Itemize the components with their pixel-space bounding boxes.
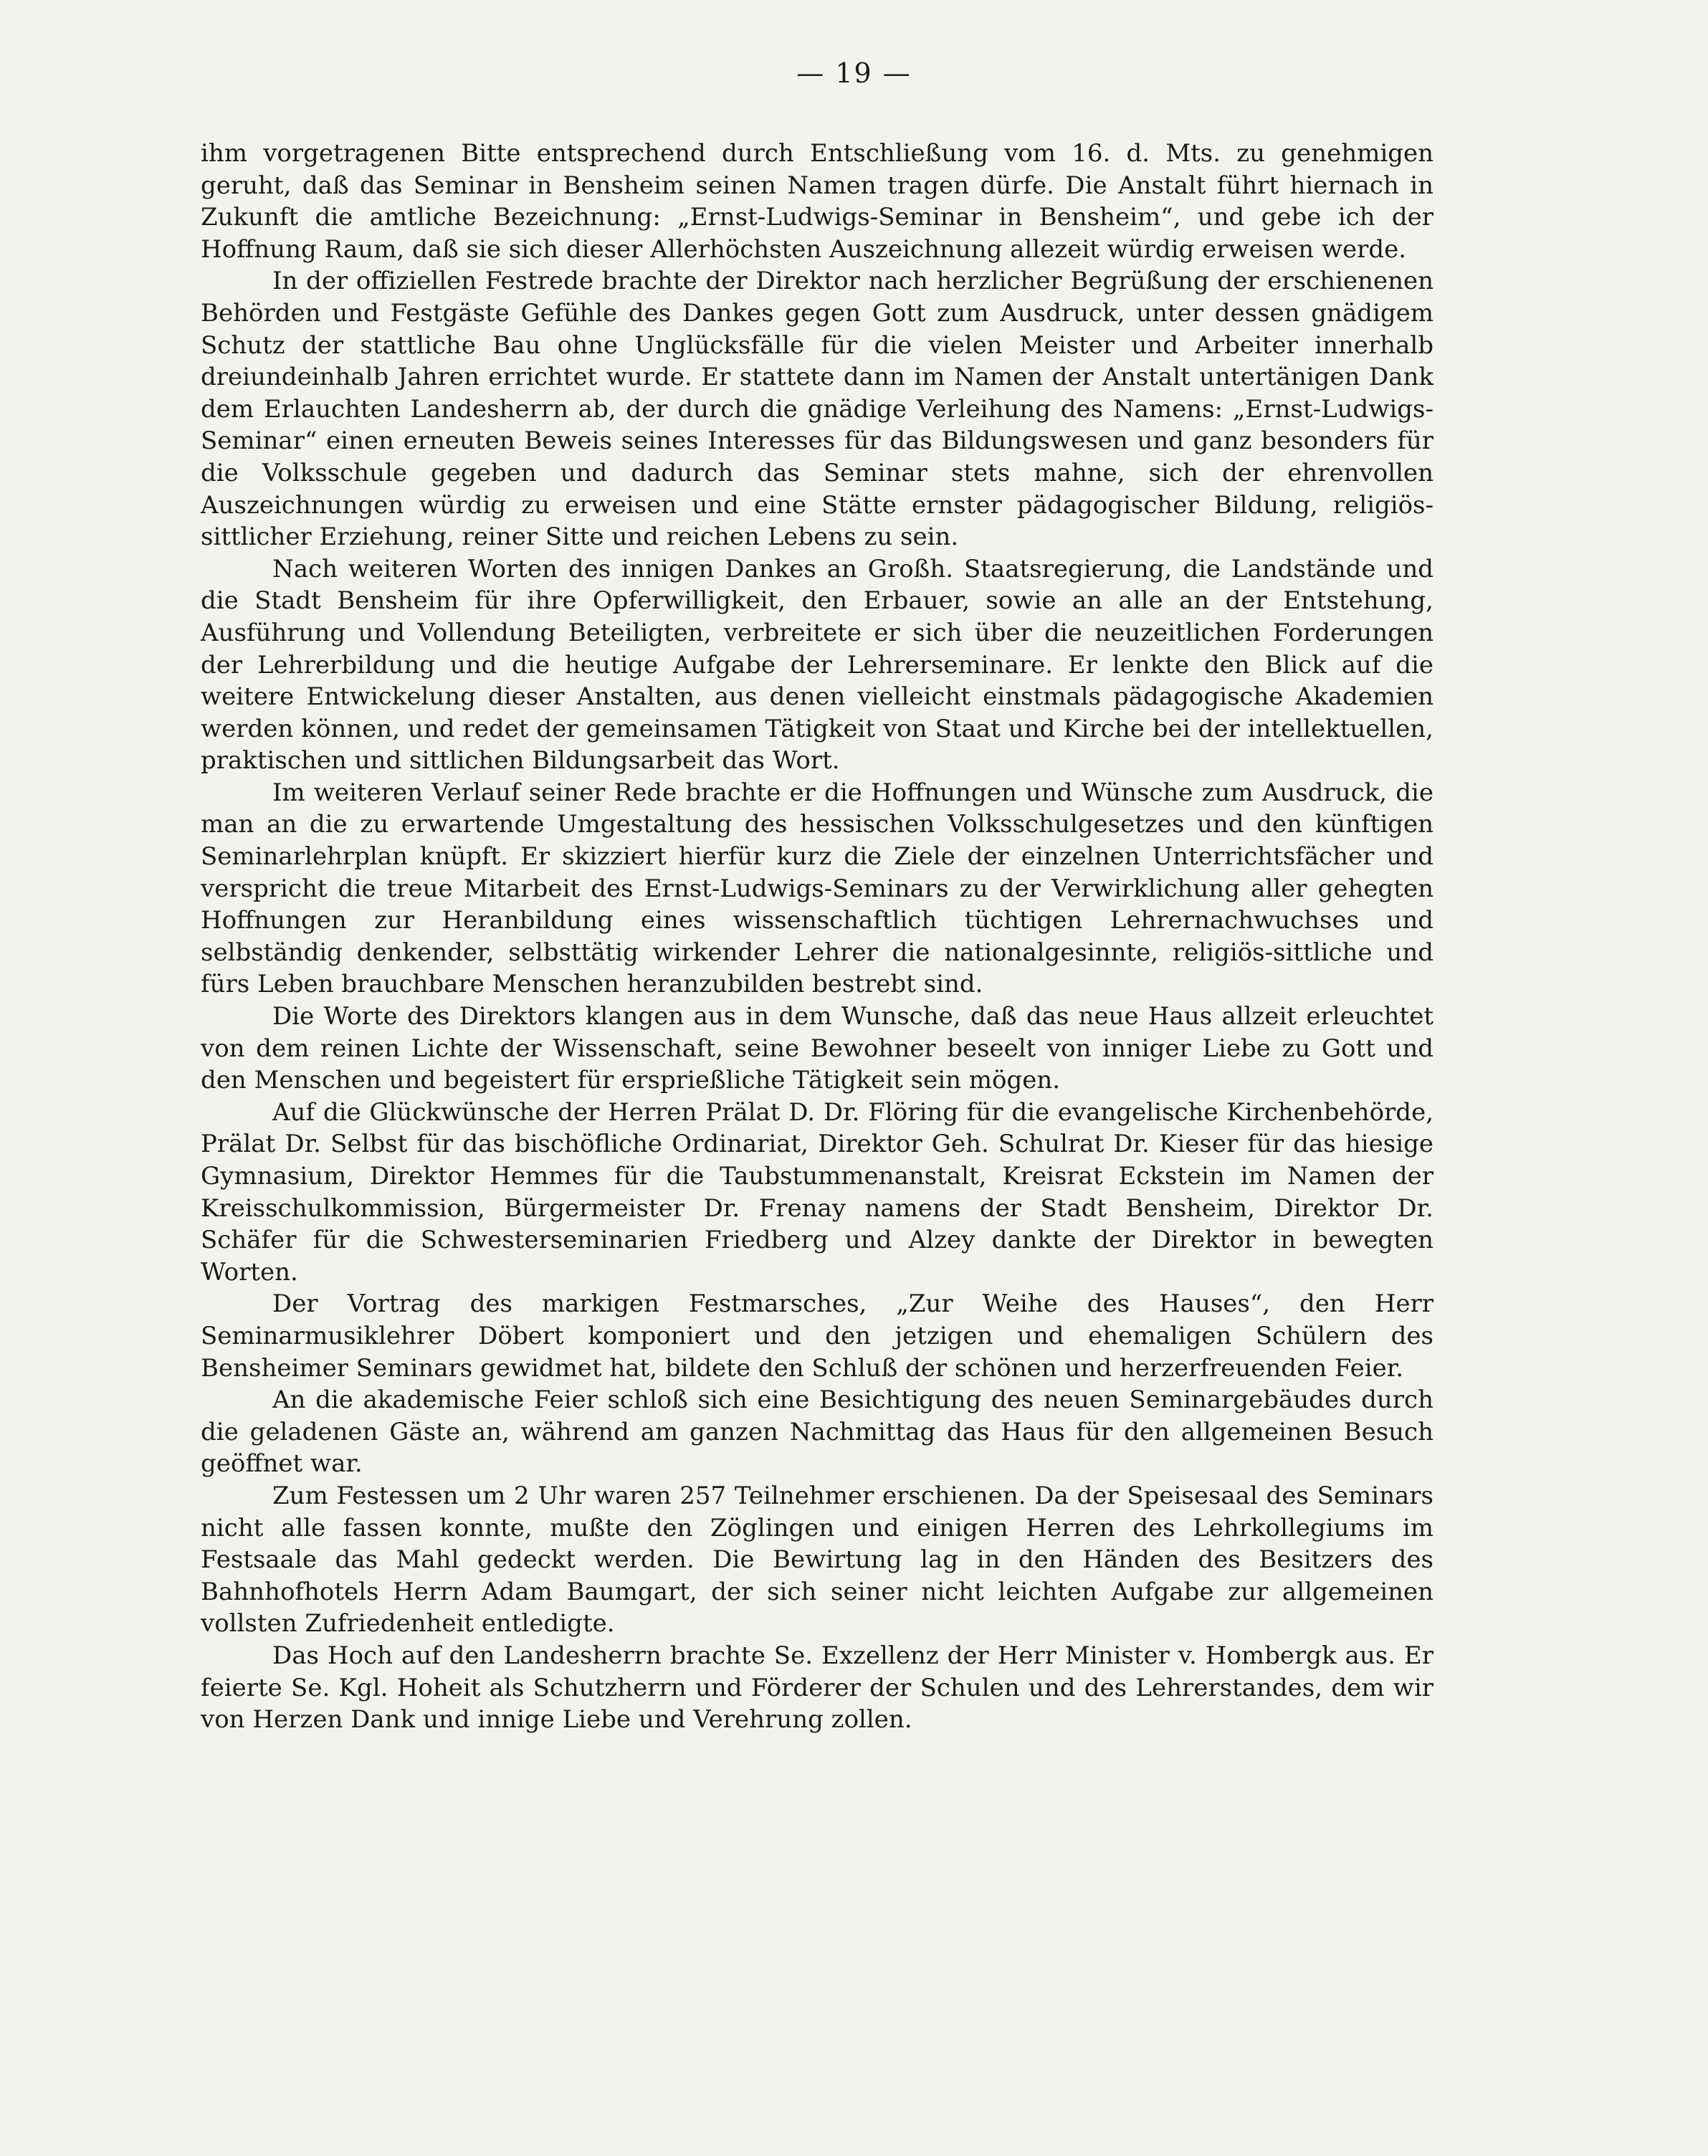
body-text (201, 138, 1433, 1736)
paragraph-10: Das Hoch auf den Landesherrn brachte Se. Exzellenz der Herr Minister v. Hombergk aus. Er feierte Se. Kgl. Hoheit als Schutzherrn und Förderer der Schulen und des Lehrerstandes, dem wir von Herzen Dank und innige Liebe und Verehrung zollen. (201, 1641, 1433, 1735)
paragraph-5: Die Worte des Direktors klangen aus in dem Wunsche, daß das neue Haus allzeit erleuchtet von dem reinen Lichte der Wissenschaft, seine Bewohner beseelt von inniger Liebe zu Gott und den Menschen und begeistert für ersprießliche Tätigkeit sein mögen. (201, 1002, 1433, 1095)
paragraph-9: Zum Festessen um 2 Uhr waren 257 Teilnehmer erschienen. Da der Speisesaal des Seminars nicht alle fassen konnte, mußte den Zöglingen und einigen Herren des Lehrkollegiums im Festsaale das Mahl gedeckt werden. Die Bewirtung lag in den Händen des Besitzers des Bahnhofhotels Herrn Adam Baumgart, der sich seiner nicht leichten Aufgabe zur allgemeinen vollsten Zufriedenheit entledigte. (201, 1481, 1433, 1639)
paragraph-1: ihm vorgetragenen Bitte entsprechend durch Entschließung vom 16. d. Mts. zu genehmigen geruht, daß das Seminar in Bensheim seinen Namen tragen dürfe. Die Anstalt führt hiernach in Zukunft die amtliche Bezeichnung: „Ernst-Ludwigs-Seminar in Bensheim“, und gebe ich der Hoffnung Raum, daß sie sich dieser Allerhöchsten Auszeichnung allezeit würdig erweisen werde. (201, 139, 1433, 264)
paragraph-7: Der Vortrag des markigen Festmarsches, „Zur Weihe des Hauses“, den Herr Seminarmusiklehrer Döbert komponiert und den jetzigen und ehemaligen Schülern des Bensheimer Seminars gewidmet hat, bildete den Schluß der schönen und herzerfreuenden Feier. (201, 1289, 1433, 1383)
paragraph-3: Nach weiteren Worten des innigen Dankes an Großh. Staatsregierung, die Landstände und die Stadt Bensheim für ihre Opferwilligkeit, den Erbauer, sowie an alle an der Entstehung, Ausführung und Vollendung Beteiligten, verbreitete er sich über die neuzeitlichen Forderungen der Lehrerbildung und die heutige Aufgabe der Lehrerseminare. Er lenkte den Blick auf die weitere Entwickelung dieser Anstalten, aus denen vielleicht einstmals pädagogische Akademien werden können, und redet der gemeinsamen Tätigkeit von Staat und Kirche bei der intellektuellen, praktischen und sittlichen Bildungsarbeit das Wort. (201, 554, 1433, 776)
page-number: — 19 — (796, 57, 912, 89)
paragraph-6: Auf die Glückwünsche der Herren Prälat D. Dr. Flöring für die evangelische Kirchenbehörde, Prälat Dr. Selbst für das bischöfliche Ordinariat, Direktor Geh. Schulrat Dr. Kieser für das hiesige Gymnasium, Direktor Hemmes für die Taubstummenanstalt, Kreisrat Eckstein im Namen der Kreisschulkommission, Bürgermeister Dr. Frenay namens der Stadt Bensheim, Direktor Dr. Schäfer für die Schwesterseminarien Friedberg und Alzey dankte der Direktor in bewegten Worten. (201, 1097, 1433, 1287)
paragraph-4: Im weiteren Verlauf seiner Rede brachte er die Hoffnungen und Wünsche zum Ausdruck, die man an die zu erwartende Umgestaltung des hessischen Volksschulgesetzes und den künftigen Seminarlehrplan knüpft. Er skizziert hierfür kurz die Ziele der einzelnen Unterrichtsfächer und verspricht die treue Mitarbeit des Ernst-Ludwigs-Seminars zu der Verwirklichung aller gehegten Hoffnungen zur Heranbildung eines wissenschaftlich tüchtigen Lehrernachwuchses und selbständig denkender, selbsttätig wirkender Lehrer die nationalgesinnte, religiös-sittliche und fürs Leben brauchbare Menschen heranzubilden bestrebt sind. (201, 778, 1433, 999)
paragraph-2: In der offiziellen Festrede brachte der Direktor nach herzlicher Begrüßung der erschienenen Behörden und Festgäste Gefühle des Dankes gegen Gott zum Ausdruck, unter dessen gnädigem Schutz der stattliche Bau ohne Unglücksfälle für die vielen Meister und Arbeiter innerhalb dreiundeinhalb Jahren errichtet wurde. Er stattete dann im Namen der Anstalt untertänigen Dank dem Erlauchten Landesherrn ab, der durch die gnädige Verleihung des Namens: „Ernst-Ludwigs-Seminar“ einen erneuten Beweis seines Interesses für das Bildungswesen und ganz besonders für die Volksschule gegeben und dadurch das Seminar stets mahne, sich der ehrenvollen Auszeichnungen würdig zu erweisen und eine Stätte ernster pädagogischer Bildung, religiös-sittlicher Erziehung, reiner Sitte und reichen Lebens zu sein. (201, 267, 1433, 552)
paragraph-8: An die akademische Feier schloß sich eine Besichtigung des neuen Seminargebäudes durch die geladenen Gäste an, während am ganzen Nachmittag das Haus für den allgemeinen Besuch geöffnet war. (201, 1385, 1433, 1479)
